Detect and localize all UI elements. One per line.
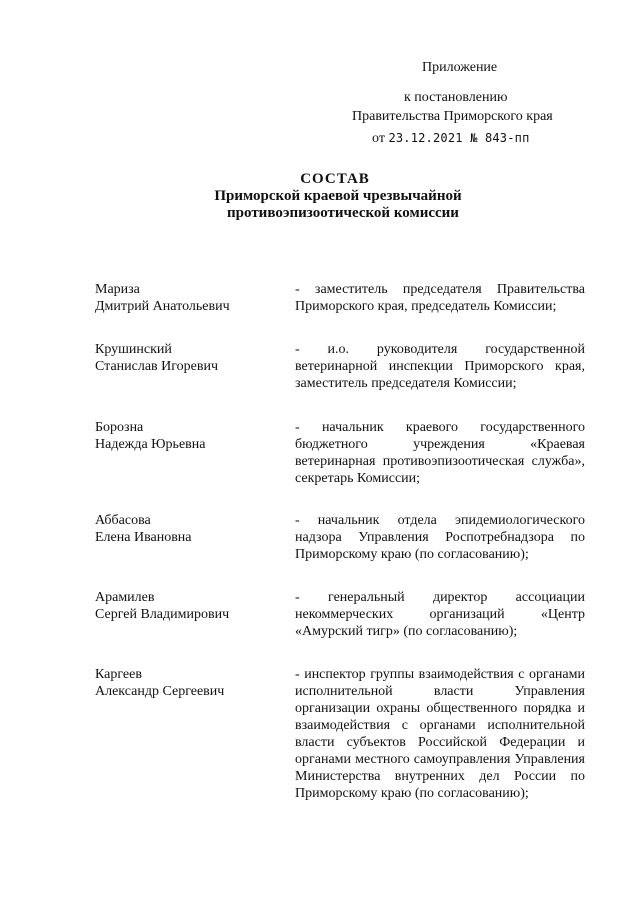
- member-row: [95, 419, 595, 487]
- member-surname: Крушинский: [95, 342, 172, 357]
- member-row: [95, 666, 595, 802]
- member-name: [95, 419, 295, 487]
- member-name: [95, 666, 295, 802]
- member-surname: Мариза: [95, 282, 140, 297]
- member-given-name: Надежда Юрьевна: [95, 437, 206, 452]
- member-row: [95, 589, 595, 640]
- appendix-date-number: 23.12.2021 № 843-пп: [388, 131, 530, 145]
- member-given-name: Станислав Игоревич: [95, 359, 219, 374]
- document-title: [0, 171, 640, 222]
- member-row: [95, 281, 595, 315]
- appendix-decree-ref: к постановлению: [404, 90, 508, 105]
- member-row: [95, 512, 595, 563]
- member-given-name: Александр Сергеевич: [95, 684, 225, 699]
- appendix-label: Приложение: [422, 60, 498, 75]
- member-name: [95, 341, 295, 392]
- members-list: [95, 281, 595, 802]
- member-given-name: Сергей Владимирович: [95, 607, 230, 622]
- member-role: - генеральный директор ассоциации некоммерческих организаций «Центр «Амурский тигр» (по согласованию);: [295, 590, 585, 639]
- member-role: - инспектор группы взаимодействия с органами исполнительной власти Управления организации охраны общественного порядка и взаимодействия с органами исполнительной власти субъектов Российской Федерации и органами местного самоуправления Управления Министерства внутренних дел России по Приморскому краю (по согласованию);: [295, 667, 585, 801]
- title-line-3: противоэпизоотической комиссии: [227, 205, 459, 221]
- title-line-2: Приморской краевой чрезвычайной: [214, 188, 462, 204]
- member-name: [95, 589, 295, 640]
- member-surname: Борозна: [95, 420, 144, 435]
- appendix-header: [330, 58, 580, 148]
- appendix-issuer: Правительства Приморского края: [352, 109, 553, 124]
- member-role: - начальник краевого государственного бюджетного учреждения «Краевая ветеринарная противоэпизоотическая служба», секретарь Комиссии;: [295, 420, 585, 486]
- member-row: [95, 341, 595, 392]
- member-role: - заместитель председателя Правительства Приморского края, председатель Комиссии;: [295, 282, 585, 314]
- member-role: - и.о. руководителя государственной ветеринарной инспекции Приморского края, заместитель председателя Комиссии;: [295, 342, 585, 391]
- title-line-1: СОСТАВ: [300, 171, 370, 187]
- member-surname: Арамилев: [95, 590, 155, 605]
- member-surname: Аббасова: [95, 513, 151, 528]
- appendix-date-line: [330, 129, 580, 148]
- member-name: [95, 512, 295, 563]
- member-given-name: Елена Ивановна: [95, 530, 192, 545]
- appendix-date-prefix: от: [372, 131, 385, 146]
- member-surname: Каргеев: [95, 667, 142, 682]
- member-given-name: Дмитрий Анатольевич: [95, 299, 230, 314]
- member-name: [95, 281, 295, 315]
- member-role: - начальник отдела эпидемиологического надзора Управления Роспотребнадзора по Приморскому краю (по согласованию);: [295, 513, 585, 562]
